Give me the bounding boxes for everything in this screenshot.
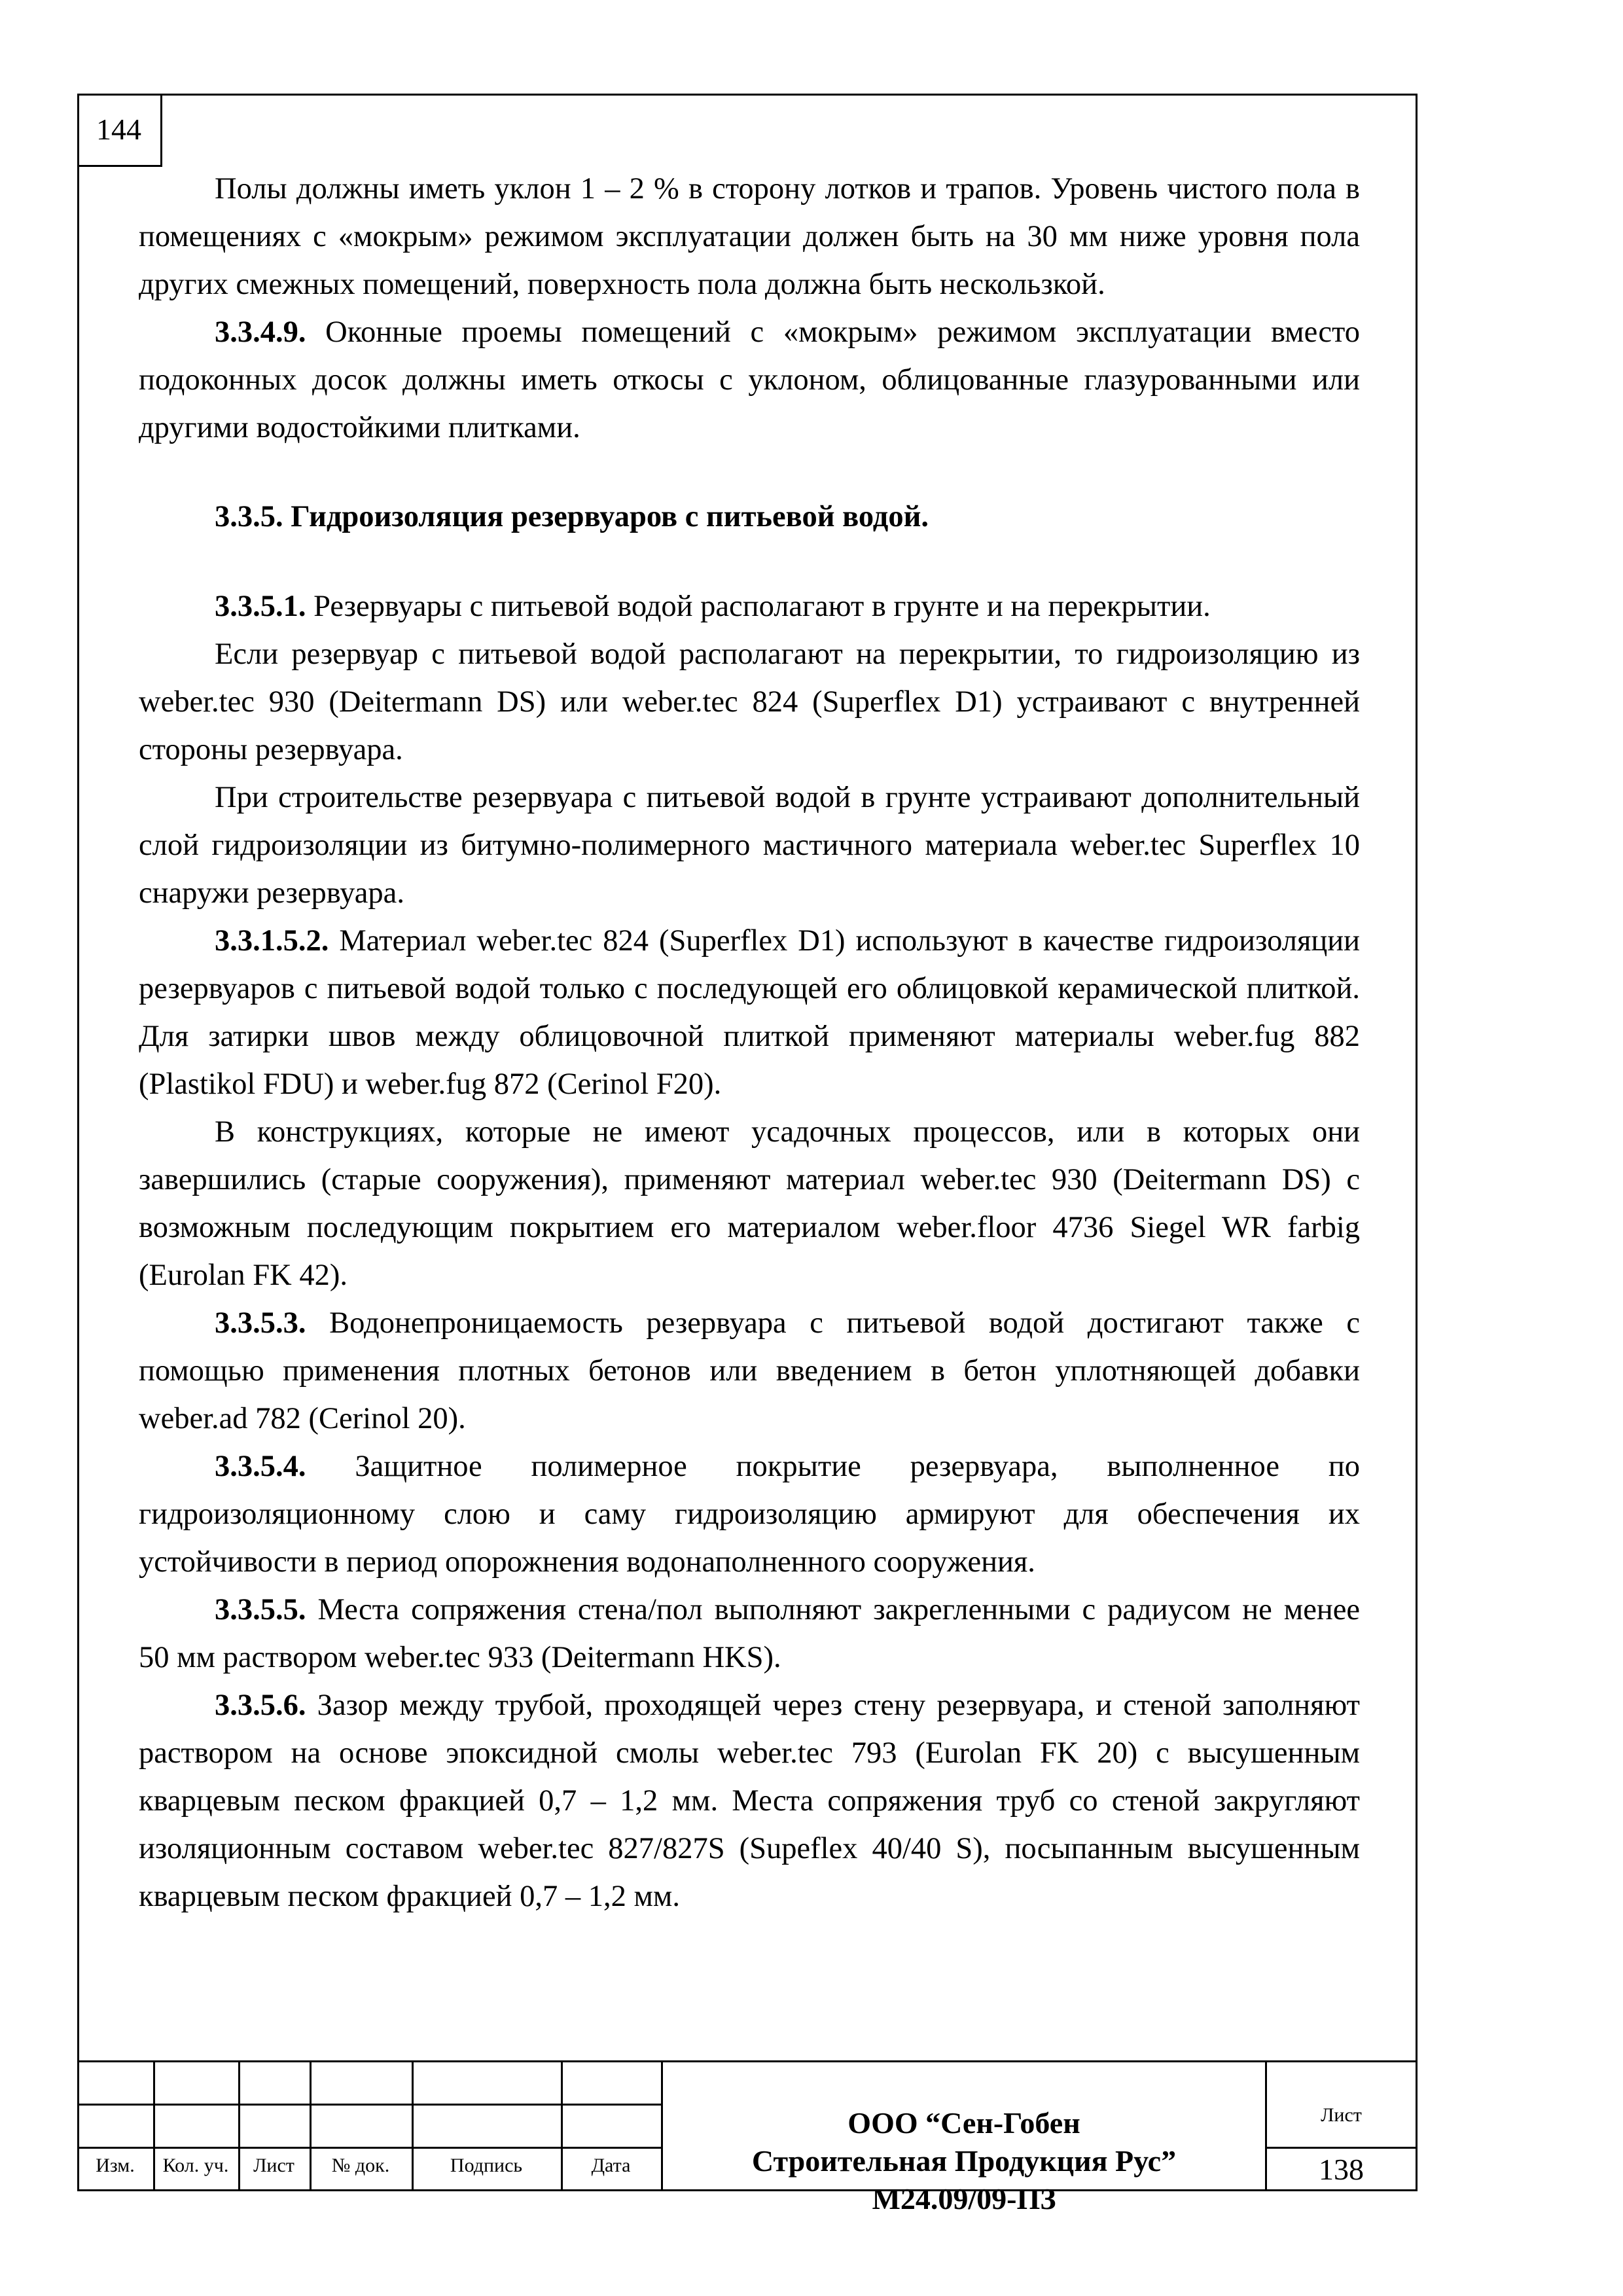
paragraph-text: При строительстве резервуара с питьевой водой в грунте устраивают дополнительный слой гидроизоляции из битумно-полимерного мастичного материала weber.tec Superflex 10 снаружи резервуара.: [139, 781, 1360, 910]
paragraph: [139, 308, 1360, 452]
paragraph: [139, 630, 1360, 774]
clause-number: 3.3.5.6.: [215, 1689, 306, 1722]
col-izm-label: Изм.: [96, 2155, 135, 2176]
col-sign-label: Подпись: [450, 2155, 523, 2176]
sheet-number: 138: [1319, 2152, 1364, 2186]
paragraph: [139, 1586, 1360, 1681]
paragraph-text: Защитное полимерное покрытие резервуара, выполненное по гидроизоляционному слою и саму гидроизоляцию армируют для обеспечения их устойчивости в период опорожнения водонаполненного сооружения.: [139, 1450, 1360, 1579]
col-list-label: Лист: [253, 2155, 294, 2176]
section-heading: 3.3.5. Гидроизоляция резервуаров с питьевой водой.: [215, 500, 929, 533]
org-line-2: Строительная Продукция Рус”: [751, 2144, 1177, 2178]
paragraph-text: Полы должны иметь уклон 1 – 2 % в сторону лотков и трапов. Уровень чистого пола в помещениях с «мокрым» режимом эксплуатации должен быть на 30 мм ниже уровня пола других смежных помещений, поверхность пола должна быть нескользкой.: [139, 172, 1360, 301]
clause-number: 3.3.4.9.: [215, 315, 306, 349]
paragraph: [139, 1681, 1360, 1920]
paragraph-text: Места сопряжения стена/пол выполняют закрегленными с радиусом не менее 50 мм раствором weber.tec 933 (Deitermann HKS).: [139, 1593, 1360, 1674]
paragraph-text: Если резервуар с питьевой водой располагают на перекрытии, то гидроизоляцию из weber.tec 930 (Deitermann DS) или weber.tec 824 (Superflex D1) устраивают с внутренней стороны резервуара.: [139, 637, 1360, 766]
paragraph: [139, 1443, 1360, 1586]
col-date-label: Дата: [591, 2155, 631, 2176]
clause-number: 3.3.5.4.: [215, 1450, 306, 1483]
paragraph-text: Материал weber.tec 824 (Superflex D1) используют в качестве гидроизоляции резервуаров с питьевой водой только с последующей его облицовкой керамической плиткой. Для затирки швов между облицовочной плиткой применяют материалы weber.fug 882 (Plastikol FDU) и weber.fug 872 (Cerinol F20).: [139, 924, 1360, 1101]
clause-number: 3.3.5.1.: [215, 590, 306, 623]
col-kol-label: Кол. уч.: [162, 2155, 229, 2176]
paragraph: [139, 917, 1360, 1108]
paragraph: [139, 1299, 1360, 1443]
document-body: [139, 165, 1360, 1920]
paragraph-text: Зазор между трубой, проходящей через стену резервуара, и стеной заполняют раствором на основе эпоксидной смолы weber.tec 793 (Eurolan FK 20) с высушенным кварцевым песком фракцией 0,7 – 1,2 мм. Места сопряжения труб со стеной закругляют изоляционным составом weber.tec 827/827S (Supeflex 40/40 S), посыпанным высушенным кварцевым песком фракцией 0,7 – 1,2 мм.: [139, 1689, 1360, 1913]
title-block-row-line: [77, 2147, 663, 2149]
paragraph-text: Оконные проемы помещений с «мокрым» режимом эксплуатации вместо подоконных досок должны иметь откосы с уклоном, облицованные глазурованными или другими водостойкими плитками.: [139, 315, 1360, 444]
org-line-1: ООО “Сен-Гобен: [847, 2106, 1080, 2140]
clause-number: 3.3.1.5.2.: [215, 924, 329, 958]
col-doc-label: № док.: [331, 2155, 390, 2176]
organization-block: [663, 2104, 1265, 2218]
title-block-row-line: [77, 2104, 663, 2106]
paragraph: [139, 583, 1360, 630]
clause-number: 3.3.5.5.: [215, 1593, 306, 1626]
clause-number: 3.3.5.3.: [215, 1306, 306, 1340]
paragraph: [139, 1108, 1360, 1299]
paragraph: [139, 165, 1360, 308]
paragraph: [139, 774, 1360, 917]
page-number: 144: [77, 94, 162, 167]
title-block-top-line: [77, 2060, 1418, 2062]
paragraph-text: Резервуары с питьевой водой располагают в грунте и на перекрытии.: [306, 590, 1211, 623]
doc-code: М24.09/09-ПЗ: [872, 2182, 1056, 2215]
sheet-label: Лист: [1321, 2104, 1362, 2126]
paragraph-text: Водонепроницаемость резервуара с питьевой водой достигают также с помощью применения плотных бетонов или введением в бетон уплотняющей добавки weber.ad 782 (Cerinol 20).: [139, 1306, 1360, 1435]
paragraph-text: В конструкциях, которые не имеют усадочных процессов, или в которых они завершились (старые сооружения), применяют материал weber.tec 930 (Deitermann DS) с возможным последующим покрытием его материалом weber.floor 4736 Siegel WR farbig (Eurolan FK 42).: [139, 1115, 1360, 1292]
